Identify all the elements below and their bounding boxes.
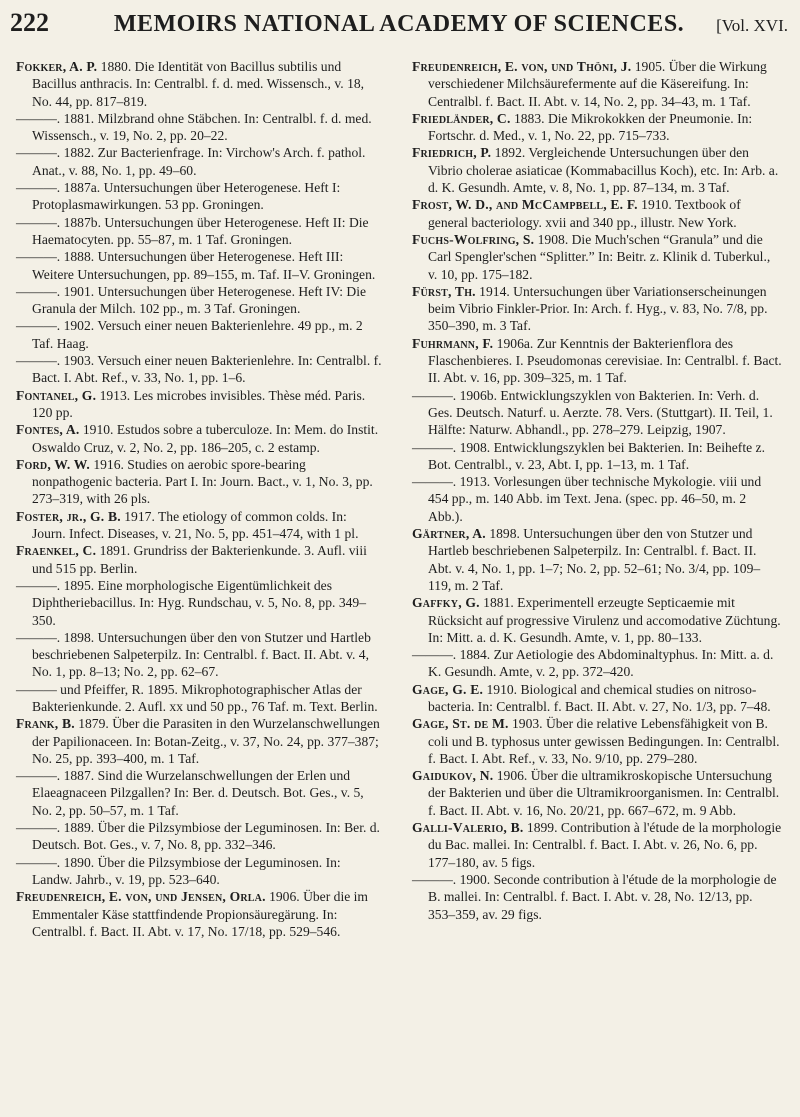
bibliography-entry [412, 871, 782, 923]
entry-text: ———. 1887. Sind die Wurzelanschwellungen der Erlen und Elaeagnaceen Pilzgallen? In: Ber. d. Deutsch. Bot. Ges., v. 5, No. 2, pp. 50–57, m. 1 Taf. [16, 768, 364, 818]
entry-text: ———. 1900. Seconde contribution à l'étude de la morphologie de B. mallei. In: Centralbl. f. Bact. I. Abt. v. 28, No. 12/13, pp. 353–359, av. 29 figs. [412, 871, 777, 922]
bibliography-entry [16, 421, 382, 456]
entry-author: Fraenkel, C. [16, 543, 97, 559]
entry-author: Fuhrmann, F. [412, 335, 494, 351]
bibliography-entry [16, 283, 382, 318]
bibliography-entry [412, 439, 782, 474]
bibliography-entry [16, 508, 382, 543]
bibliography-entry [16, 214, 382, 249]
bibliography-entry [412, 646, 782, 681]
bibliography-entry [412, 283, 782, 335]
entry-text: ———. 1906b. Entwicklungszyklen von Bakterien. In: Verh. d. Ges. Deutsch. Naturf. u. Aerzte. 78. Vers. (Stuttgart). II. Teil, 1. Hälfte: Naturw. Abhandl., pp. 278–279. Leipzig, 1907. [412, 387, 773, 438]
entry-author: Friedrich, P. [412, 145, 492, 161]
entry-text: 1883. Die Mikrokokken der Pneumonie. In: Fortschr. d. Med., v. 1, No. 22, pp. 715–733. [428, 110, 753, 144]
bibliography-entry [412, 144, 782, 196]
entry-text: ———. 1884. Zur Aetiologie des Abdominaltyphus. In: Mitt. a. d. K. Gesundh. Amte, v. 2, pp. 372–420. [412, 647, 774, 680]
entry-text: 1906. Über die ultramikroskopische Untersuchung der Bakterien und über die Ultramikroorganismen. In: Centralbl. f. Bact. II. Abt. v. 16, No. 20/21, pp. 667–672, m. 9 Abb. [428, 768, 780, 818]
entry-text: 1898. Untersuchungen über den von Stutzer und Hartleb beschriebenen Salpeterpilz. In: Centralbl. f. Bact. II. Abt. v. 4, No. 1, pp. 1–7; No. 2, pp. 52–61; No. 3/4, pp. 109–119, m. 2 Taf. [428, 526, 761, 593]
entry-author: Gaffky, G. [412, 595, 480, 611]
entry-text: ———. 1889. Über die Pilzsymbiose der Leguminosen. In: Ber. d. Deutsch. Bot. Ges., v. 7, No. 8, pp. 332–346. [16, 820, 380, 853]
entry-author: Gage, G. E. [412, 681, 484, 697]
entry-text: ———. 1881. Milzbrand ohne Stäbchen. In: Centralbl. f. d. med. Wissensch., v. 19, No. 2, pp. 20–22. [16, 110, 372, 144]
entry-text: ———. 1887a. Untersuchungen über Heterogenese. Heft I: Protoplasmawirkungen. 53 pp. Groningen. [16, 180, 341, 213]
entry-text: ———. 1890. Über die Pilzsymbiose der Leguminosen. In: Landw. Jahrb., v. 19, pp. 523–640. [16, 854, 341, 887]
bibliography-entry [16, 715, 382, 767]
bibliography-entry [16, 542, 382, 577]
bibliography-entry [16, 317, 382, 352]
bibliography-entry [412, 819, 782, 871]
bibliography-entry [16, 352, 382, 387]
bibliography-entry [412, 335, 782, 387]
entry-text: ———. 1901. Untersuchungen über Heterogenese. Heft IV: Die Granula der Milch. 102 pp., m. 3 Taf. Groningen. [16, 283, 367, 317]
entry-text: ——— und Pfeiffer, R. 1895. Mikrophotographischer Atlas der Bakterienkunde. 2. Aufl. xx und 50 pp., 76 Taf. m. Text. Berlin. [16, 681, 378, 714]
bibliography-entry [16, 681, 382, 716]
bibliography-entry [412, 196, 782, 231]
entry-author: Freudenreich, E. von, und Jensen, Orla. [16, 889, 266, 905]
page-header [10, 8, 788, 44]
bibliography-entry [412, 473, 782, 525]
entry-author: Fürst, Th. [412, 283, 476, 299]
bibliography-entry [16, 577, 382, 629]
bibliography-entry [16, 58, 382, 110]
bibliography-entry [16, 456, 382, 508]
entry-text: 1910. Textbook of general bacteriology. xvii and 340 pp., illustr. New York. [428, 197, 741, 230]
entry-text: ———. 1908. Entwicklungszyklen bei Bakterien. In: Beihefte z. Bot. Centralbl., v. 23, Abt. I, pp. 1–13, m. 1 Taf. [412, 439, 765, 472]
bibliography-entry [16, 888, 382, 940]
entry-text: 1881. Experimentell erzeugte Septicaemie mit Rücksicht auf progressive Virulenz und accomodative Züchtung. In: Mitt. a. d. K. Gesundh. Amte, v. 1, pp. 80–133. [428, 595, 781, 645]
entry-author: Frost, W. D., and McCampbell, E. F. [412, 197, 638, 213]
bibliography-entry [16, 144, 382, 179]
entry-text: 1913. Les microbes invisibles. Thèse méd. Paris. 120 pp. [32, 387, 366, 420]
entry-author: Gaidukov, N. [412, 768, 494, 784]
entry-text: 1910. Estudos sobre a tuberculoze. In: Mem. do Instit. Oswaldo Cruz, v. 2, No. 2, pp. 186–205, c. 2 estamp. [32, 422, 379, 455]
entry-text: 1906a. Zur Kenntnis der Bakterienflora des Flaschenbieres. I. Pseudomonas cerevisiae. In: Centralbl. f. Bact. II. Abt. v. 16, pp. 309–325, m. 1 Taf. [428, 335, 782, 386]
entry-text: 1905. Über die Wirkung verschiedener Milchsäurefermente auf die Käsereifung. In: Centralbl. f. Bact. II. Abt. v. 14, No. 2, pp. 34–43, m. 1 Taf. [428, 59, 767, 109]
entry-text: 1906. Über die im Emmentaler Käse stattfindende Propionsäuregärung. In: Centralbl. f. Bact. II. Abt. v. 17, No. 17/18, pp. 529–546. [32, 889, 368, 939]
entry-author: Ford, W. W. [16, 456, 90, 472]
entry-author: Freudenreich, E. von, und Thöni, J. [412, 59, 632, 74]
bibliography-entry [16, 387, 382, 422]
bibliography-entry [412, 715, 782, 767]
entry-text: 1879. Über die Parasiten in den Wurzelanschwellungen der Papilionaceen. In: Botan-Zeitg., v. 37, No. 24, pp. 377–387; No. 25, pp. 393–400, m. 1 Taf. [32, 716, 380, 766]
bibliography-entry [16, 248, 382, 283]
entry-author: Galli-Valerio, B. [412, 820, 524, 836]
bibliography-entry [16, 854, 382, 889]
entry-author: Fokker, A. P. [16, 59, 98, 74]
entry-author: Gärtner, A. [412, 526, 486, 542]
entry-text: 1899. Contribution à l'étude de la morphologie du Bac. mallei. In: Centralbl. f. Bact. I. Abt. v. 26, No. 6, pp. 177–180, av. 5 figs. [428, 820, 782, 870]
bibliography-entry [16, 179, 382, 214]
entry-text: ———. 1882. Zur Bacterienfrage. In: Virchow's Arch. f. pathol. Anat., v. 88, No. 1, pp. 49–60. [16, 145, 366, 178]
entry-text: 1908. Die Much'schen “Granula” und die Carl Spengler'schen “Splitter.” In: Beitr. z. Klinik d. Tuberkul., v. 10, pp. 175–182. [428, 231, 771, 282]
entry-author: Fontes, A. [16, 422, 80, 438]
right-column [412, 58, 782, 923]
bibliography-entry [412, 110, 782, 145]
bibliography-entry [16, 629, 382, 681]
entry-text: 1916. Studies on aerobic spore-bearing nonpathogenic bacteria. Part I. In: Journ. Bact., v. 1, No. 3, pp. 273–319, with 26 pls. [32, 456, 373, 507]
entry-text: 1917. The etiology of common colds. In: Journ. Infect. Diseases, v. 21, No. 5, pp. 451–474, with 1 pl. [32, 508, 359, 542]
bibliography-entry [412, 594, 782, 646]
bibliography-entry [412, 387, 782, 439]
entry-text: ———. 1902. Versuch einer neuen Bakterienlehre. 49 pp., m. 2 Taf. Haag. [16, 318, 363, 351]
bibliography-entry [412, 525, 782, 594]
entry-text: ———. 1913. Vorlesungen über technische Mykologie. viii und 454 pp., m. 140 Abb. im Text. Jena. (spec. pp. 46–50, m. 2 Abb.). [412, 474, 762, 524]
bibliography-entry [412, 231, 782, 283]
entry-text: 1910. Biological and chemical studies on nitroso-bacteria. In: Centralbl. f. Bact. II. Abt. v. 27, No. 1/3, pp. 7–48. [428, 681, 771, 714]
entry-text: ———. 1888. Untersuchungen über Heterogenese. Heft III: Weitere Untersuchungen, pp. 89–155, m. Taf. II–V. Groningen. [16, 249, 376, 282]
entry-text: ———. 1898. Untersuchungen über den von Stutzer und Hartleb beschriebenen Salpeterpilz. In: Centralbl. f. Bact. II. Abt. v. 4, No. 1, pp. 8–13; No. 2, pp. 62–67. [16, 629, 371, 680]
page-number: 222 [10, 8, 49, 37]
entry-text: 1914. Untersuchungen über Variationserscheinungen beim Vibrio Finkler-Prior. In: Arch. f. Hyg., v. 83, No. 7/8, pp. 350–390, m. 3 Taf. [428, 283, 768, 334]
bibliography-entry [412, 58, 782, 110]
entry-author: Foster, jr., G. B. [16, 508, 121, 524]
bibliography-entry [16, 110, 382, 145]
entry-text: 1892. Vergleichende Untersuchungen über den Vibrio cholerae asiaticae (Kommabacillus Koch), etc. In: Arb. a. d. K. Gesundh. Amte, v. 8, No. 1, pp. 87–134, m. 3 Taf. [428, 145, 779, 196]
bibliography-entry [16, 819, 382, 854]
entry-text: ———. 1895. Eine morphologische Eigentümlichkeit des Diphtheriebacillus. In: Hyg. Rundschau, v. 5, No. 8, pp. 349–350. [16, 577, 367, 628]
entry-author: Gage, St. de M. [412, 716, 509, 732]
entry-text: ———. 1903. Versuch einer neuen Bakterienlehre. In: Centralbl. f. Bact. I. Abt. Ref., v. 33, No. 1, pp. 1–6. [16, 353, 382, 386]
entry-text: ———. 1887b. Untersuchungen über Heterogenese. Heft II: Die Haematocyten. pp. 55–87, m. 1 Taf. Groningen. [16, 214, 369, 247]
entry-author: Fuchs-Wolfring, S. [412, 231, 535, 247]
volume-label: [Vol. XVI. [716, 16, 788, 35]
entry-author: Frank, B. [16, 716, 75, 732]
bibliography-entry [412, 767, 782, 819]
bibliography-entry [412, 681, 782, 716]
bibliography-entry [16, 767, 382, 819]
running-title: MEMOIRS NATIONAL ACADEMY OF SCIENCES. [113, 11, 685, 37]
entry-text: 1891. Grundriss der Bakterienkunde. 3. Aufl. viii und 515 pp. Berlin. [32, 543, 367, 576]
entry-author: Friedländer, C. [412, 110, 511, 126]
entry-author: Fontanel, G. [16, 387, 97, 403]
left-column [16, 58, 382, 940]
entry-text: 1903. Über die relative Lebensfähigkeit von B. coli und B. typhosus unter gewissen Bedingungen. In: Centralbl. f. Bact. I. Abt. Ref., v. 33, No. 9/10, pp. 279–280. [428, 716, 780, 766]
entry-text: 1880. Die Identität von Bacillus subtilis und Bacillus anthracis. In: Centralbl. f. d. med. Wissensch., v. 18, No. 44, pp. 817–819. [32, 59, 365, 109]
